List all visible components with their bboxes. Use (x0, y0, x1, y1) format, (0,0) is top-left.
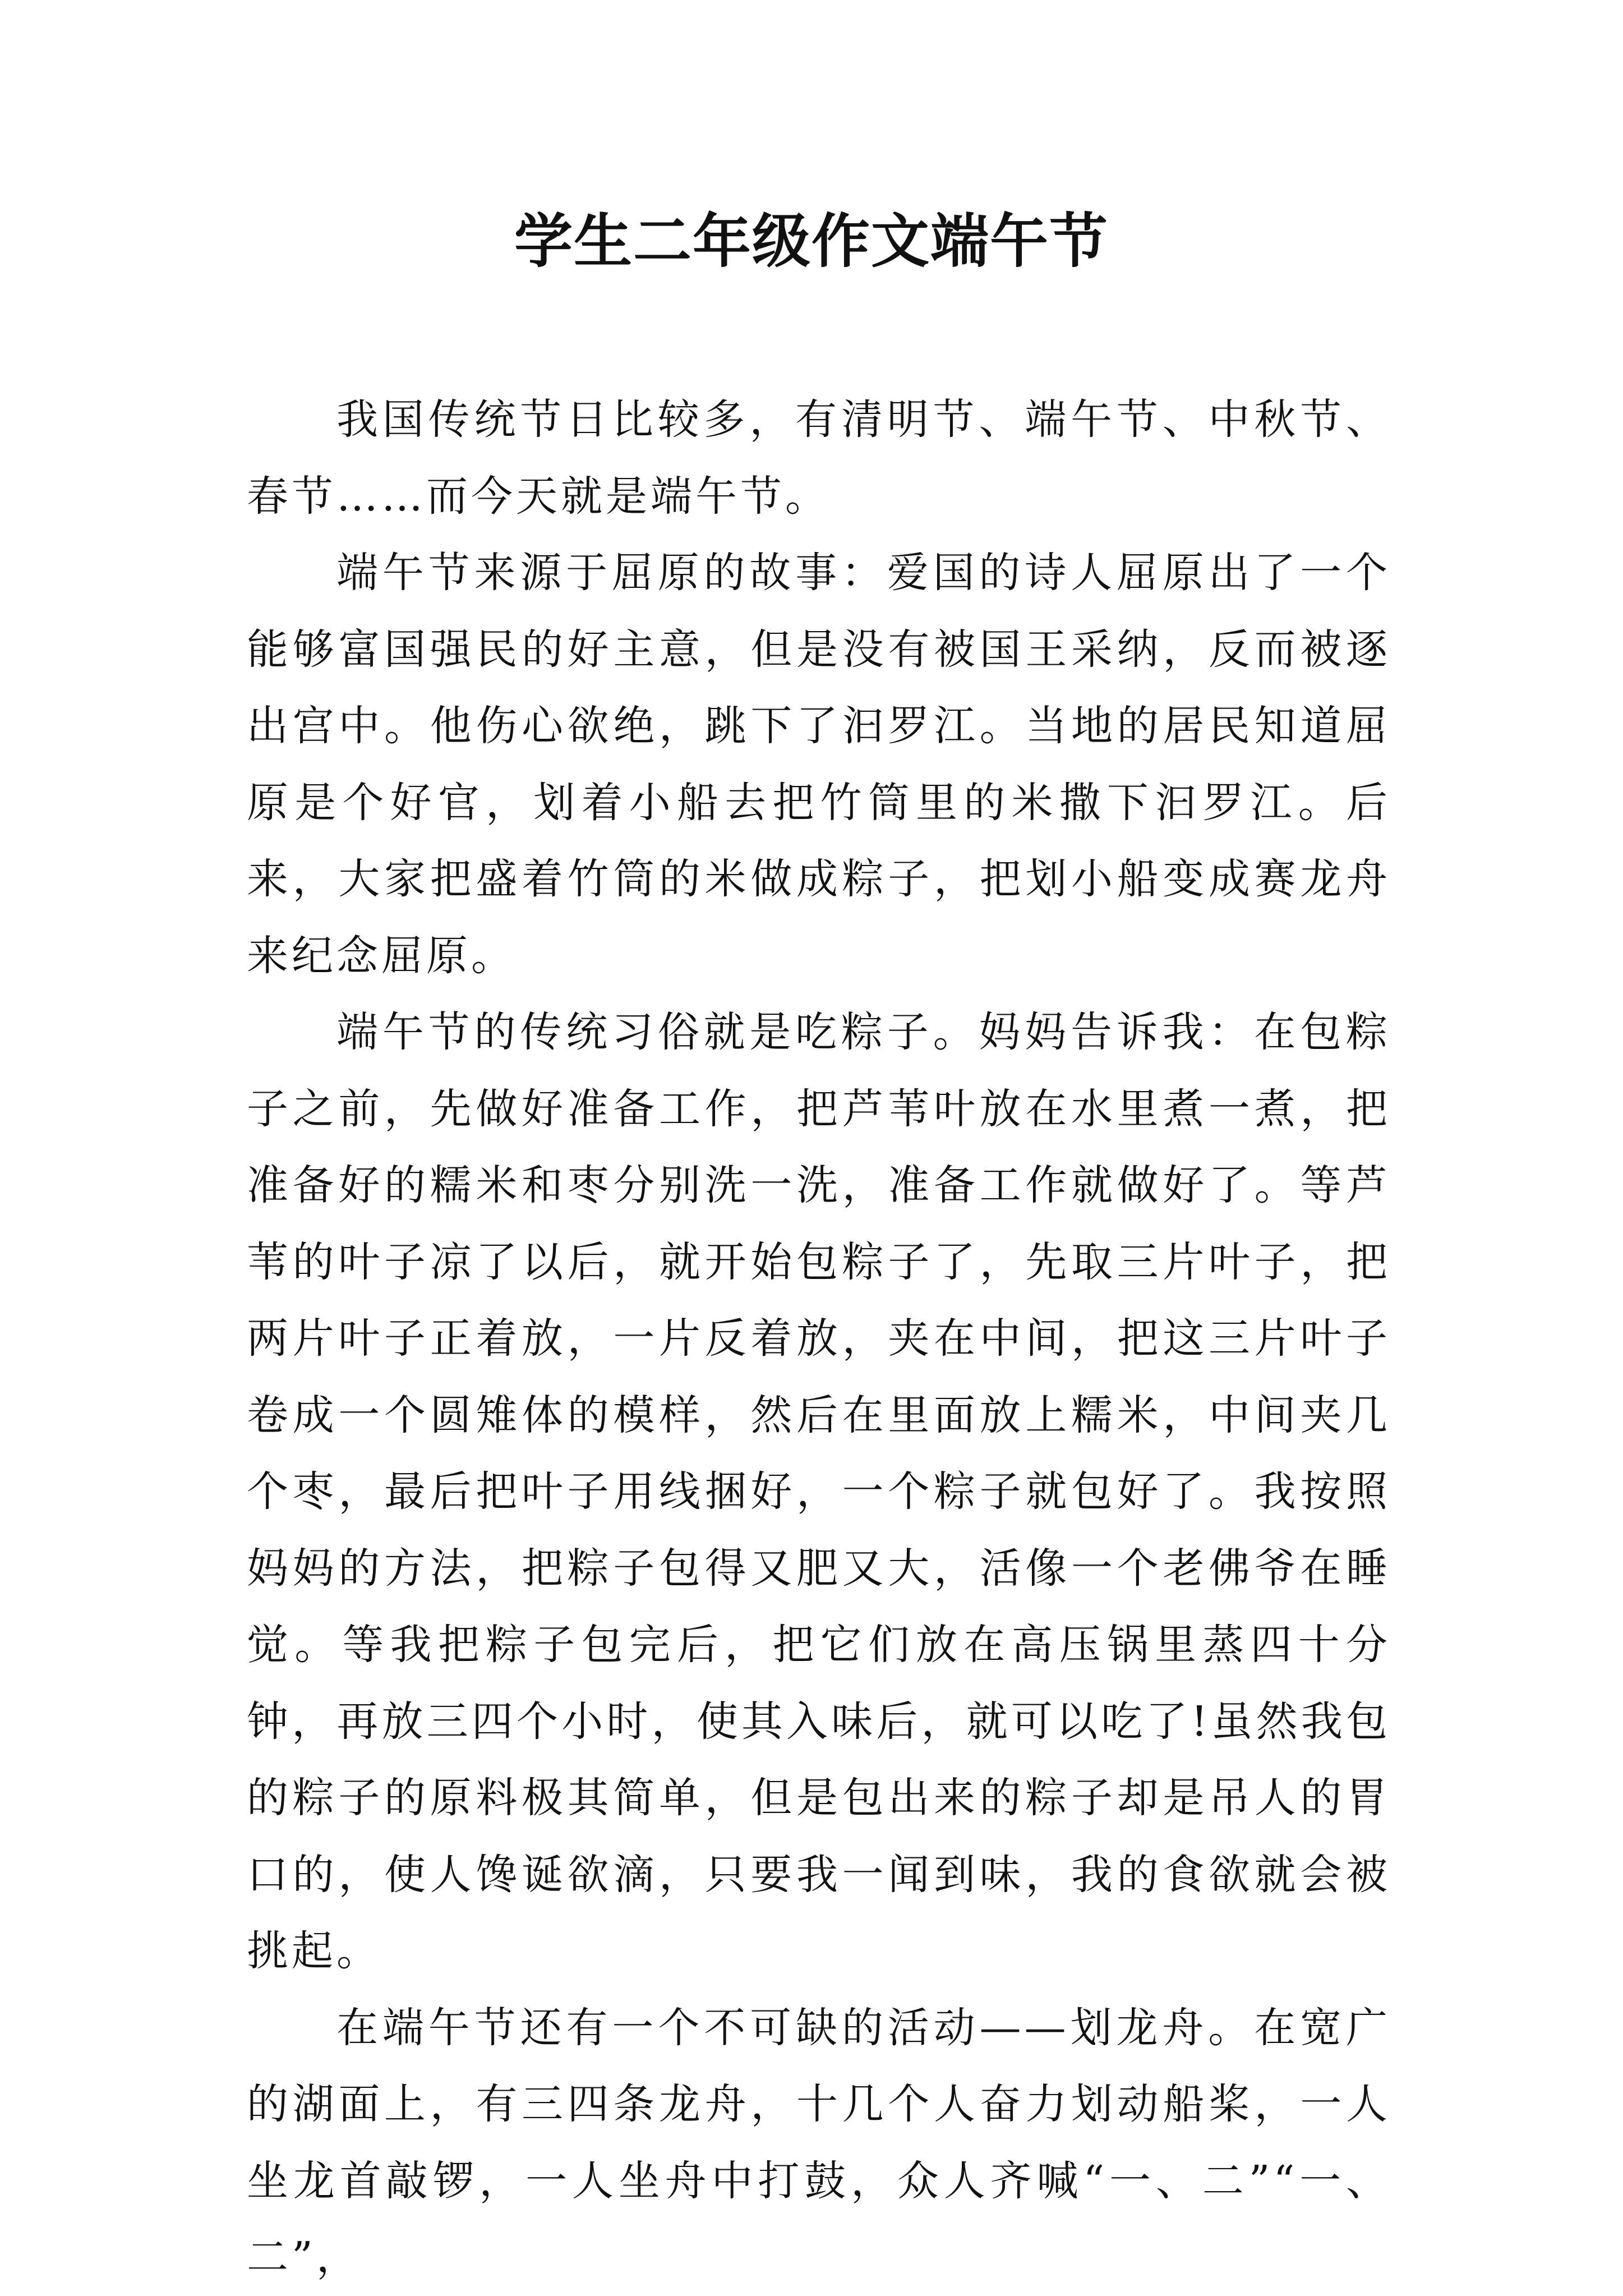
paragraph-3: 端午节的传统习俗就是吃粽子。妈妈告诉我：在包粽子之前，先做好准备工作，把芦苇叶放在水里煮一煮，把准备好的糯米和枣分别洗一洗，准备工作就做好了。等芦苇的叶子凉了以后，就开始包粽子了，先取三片叶子，把两片叶子正着放，一片反着放，夹在中间，把这三片叶子卷成一个圆雉体的模样，然后在里面放上糯米，中间夹几个枣，最后把叶子用线捆好，一个粽子就包好了。我按照妈妈的方法，把粽子包得又肥又大，活像一个老佛爷在睡觉。等我把粽子包完后，把它们放在高压锅里蒸四十分钟，再放三四个小时，使其入味后，就可以吃了!虽然我包的粽子的原料极其简单，但是包出来的粽子却是吊人的胃口的，使人馋诞欲滴，只要我一闻到味，我的食欲就会被挑起。 (247, 1008, 1391, 1975)
document-title: 学生二年级作文端午节 (514, 206, 1109, 275)
paragraph-1: 我国传统节日比较多，有清明节、端午节、中秋节、春节……而今天就是端午节。 (247, 395, 1391, 521)
paragraph-2: 端午节来源于屈原的故事：爱国的诗人屈原出了一个能够富国强民的好主意，但是没有被国王采纳，反而被逐出宫中。他伤心欲绝，跳下了汩罗江。当地的居民知道屈原是个好官，划着小船去把竹筒里的米撒下汩罗江。后来，大家把盛着竹筒的米做成粽子，把划小船变成赛龙舟来纪念屈原。 (247, 549, 1391, 980)
document-body (247, 381, 1391, 2296)
paragraph-4: 在端午节还有一个不可缺的活动——划龙舟。在宽广的湖面上，有三四条龙舟，十几个人奋力划动船桨，一人坐龙首敲锣，一人坐舟中打鼓，众人齐喊“一、二”“一、二”， (247, 2003, 1391, 2281)
